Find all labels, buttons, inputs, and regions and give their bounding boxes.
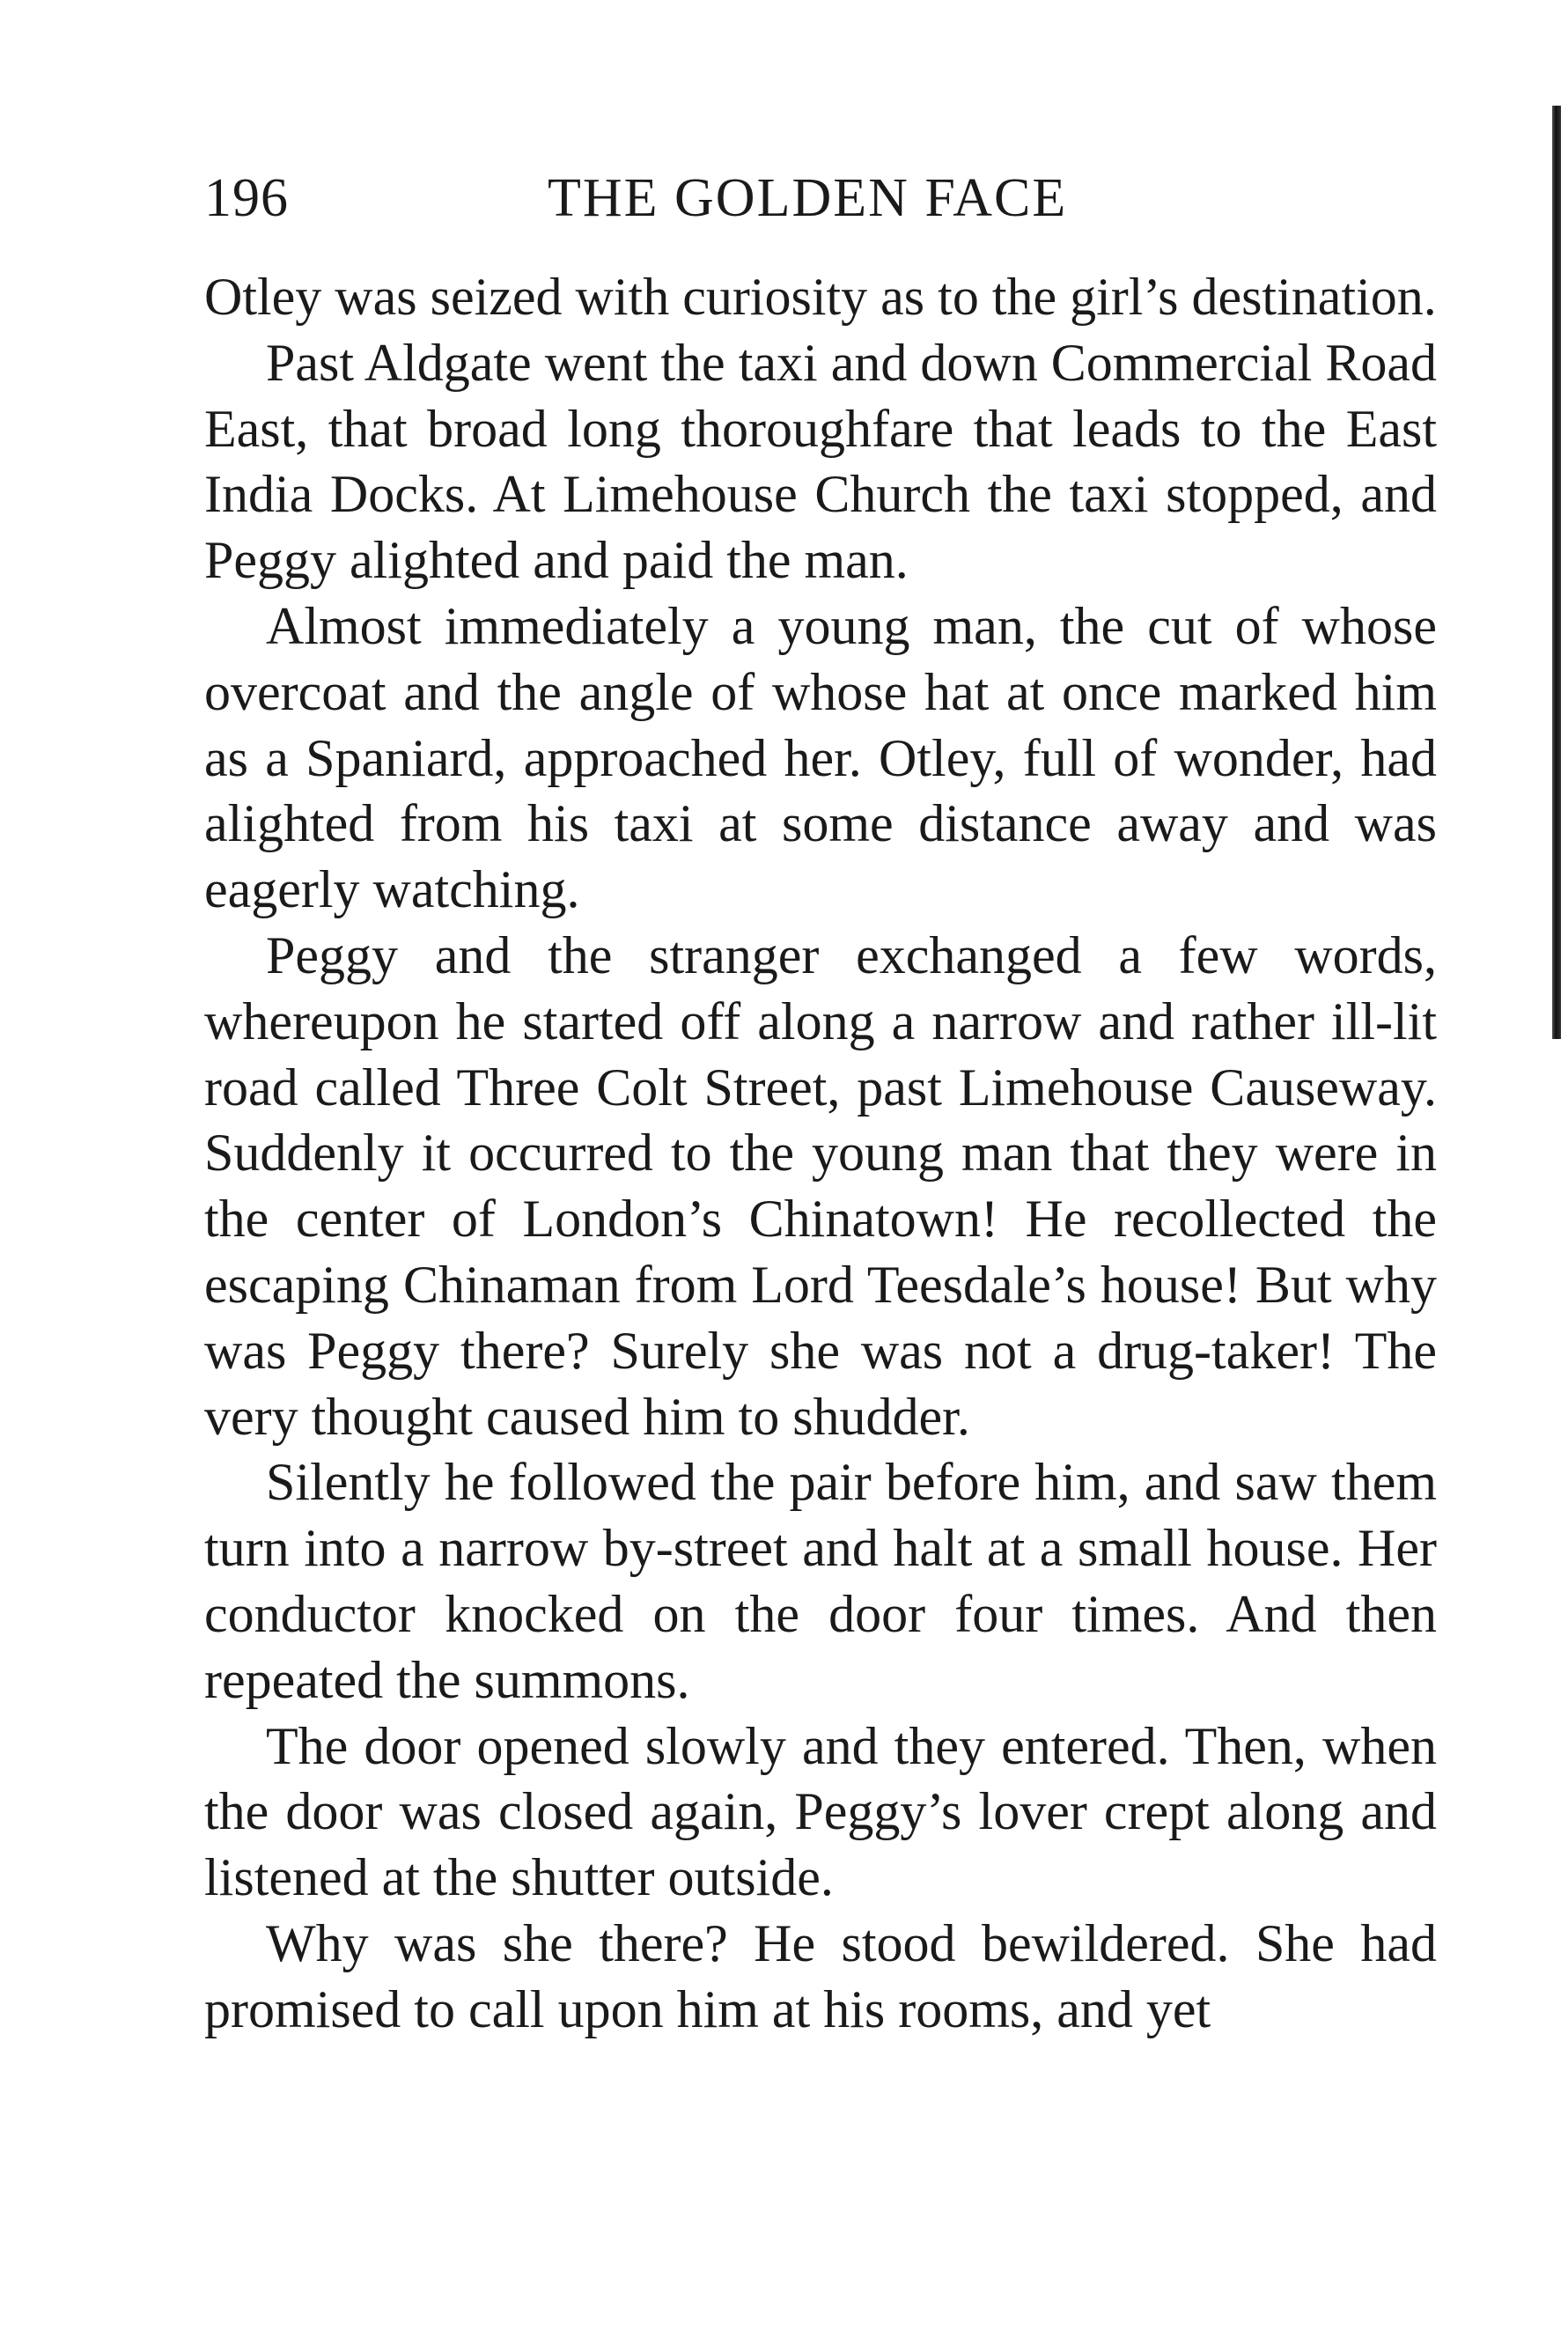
- paragraph-6: The door opened slowly and they entered. Then, when the door was closed again, Peggy’s lover crept along and listened at the shutter outside.: [204, 1716, 1437, 1907]
- page-edge-shadow: [1552, 106, 1561, 1039]
- paragraph-3: Almost immediately a young man, the cut of whose overcoat and the angle of whose hat at once marked him as a Spaniard, approached her. Otley, full of wonder, had alighted from his taxi at some distance away and was eagerly watching.: [204, 596, 1437, 919]
- paragraph-2: Past Aldgate went the taxi and down Commercial Road East, that broad long thoroughfare that leads to the East India Docks. At Limehouse Church the taxi stopped, and Peggy alighted and paid the man.: [204, 333, 1437, 590]
- paragraph-5: Silently he followed the pair before him, and saw them turn into a narrow by-street and halt at a small house. Her conductor knocked on the door four times. And then repeated the summons.: [204, 1453, 1437, 1709]
- running-title: THE GOLDEN FACE: [548, 168, 1068, 228]
- body-text: [204, 264, 1437, 2043]
- paragraph-7: Why was she there? He stood bewildered. She had promised to call upon him at his rooms, and yet: [204, 1913, 1437, 2038]
- paragraph-4: Peggy and the stranger exchanged a few words, whereupon he started off along a narrow and rather ill-lit road called Three Colt Street, past Limehouse Causeway. Suddenly it occurred to the young man that they were in the center of London’s Chinatown! He recollected the escaping Chinaman from Lord Teesdale’s house! But why was Peggy there? Surely she was not a drug-taker! The very thought caused him to shudder.: [204, 925, 1437, 1446]
- paragraph-1: Otley was seized with curiosity as to the girl’s destination.: [204, 268, 1437, 326]
- running-head: [204, 163, 1437, 233]
- page-number: 196: [204, 168, 289, 228]
